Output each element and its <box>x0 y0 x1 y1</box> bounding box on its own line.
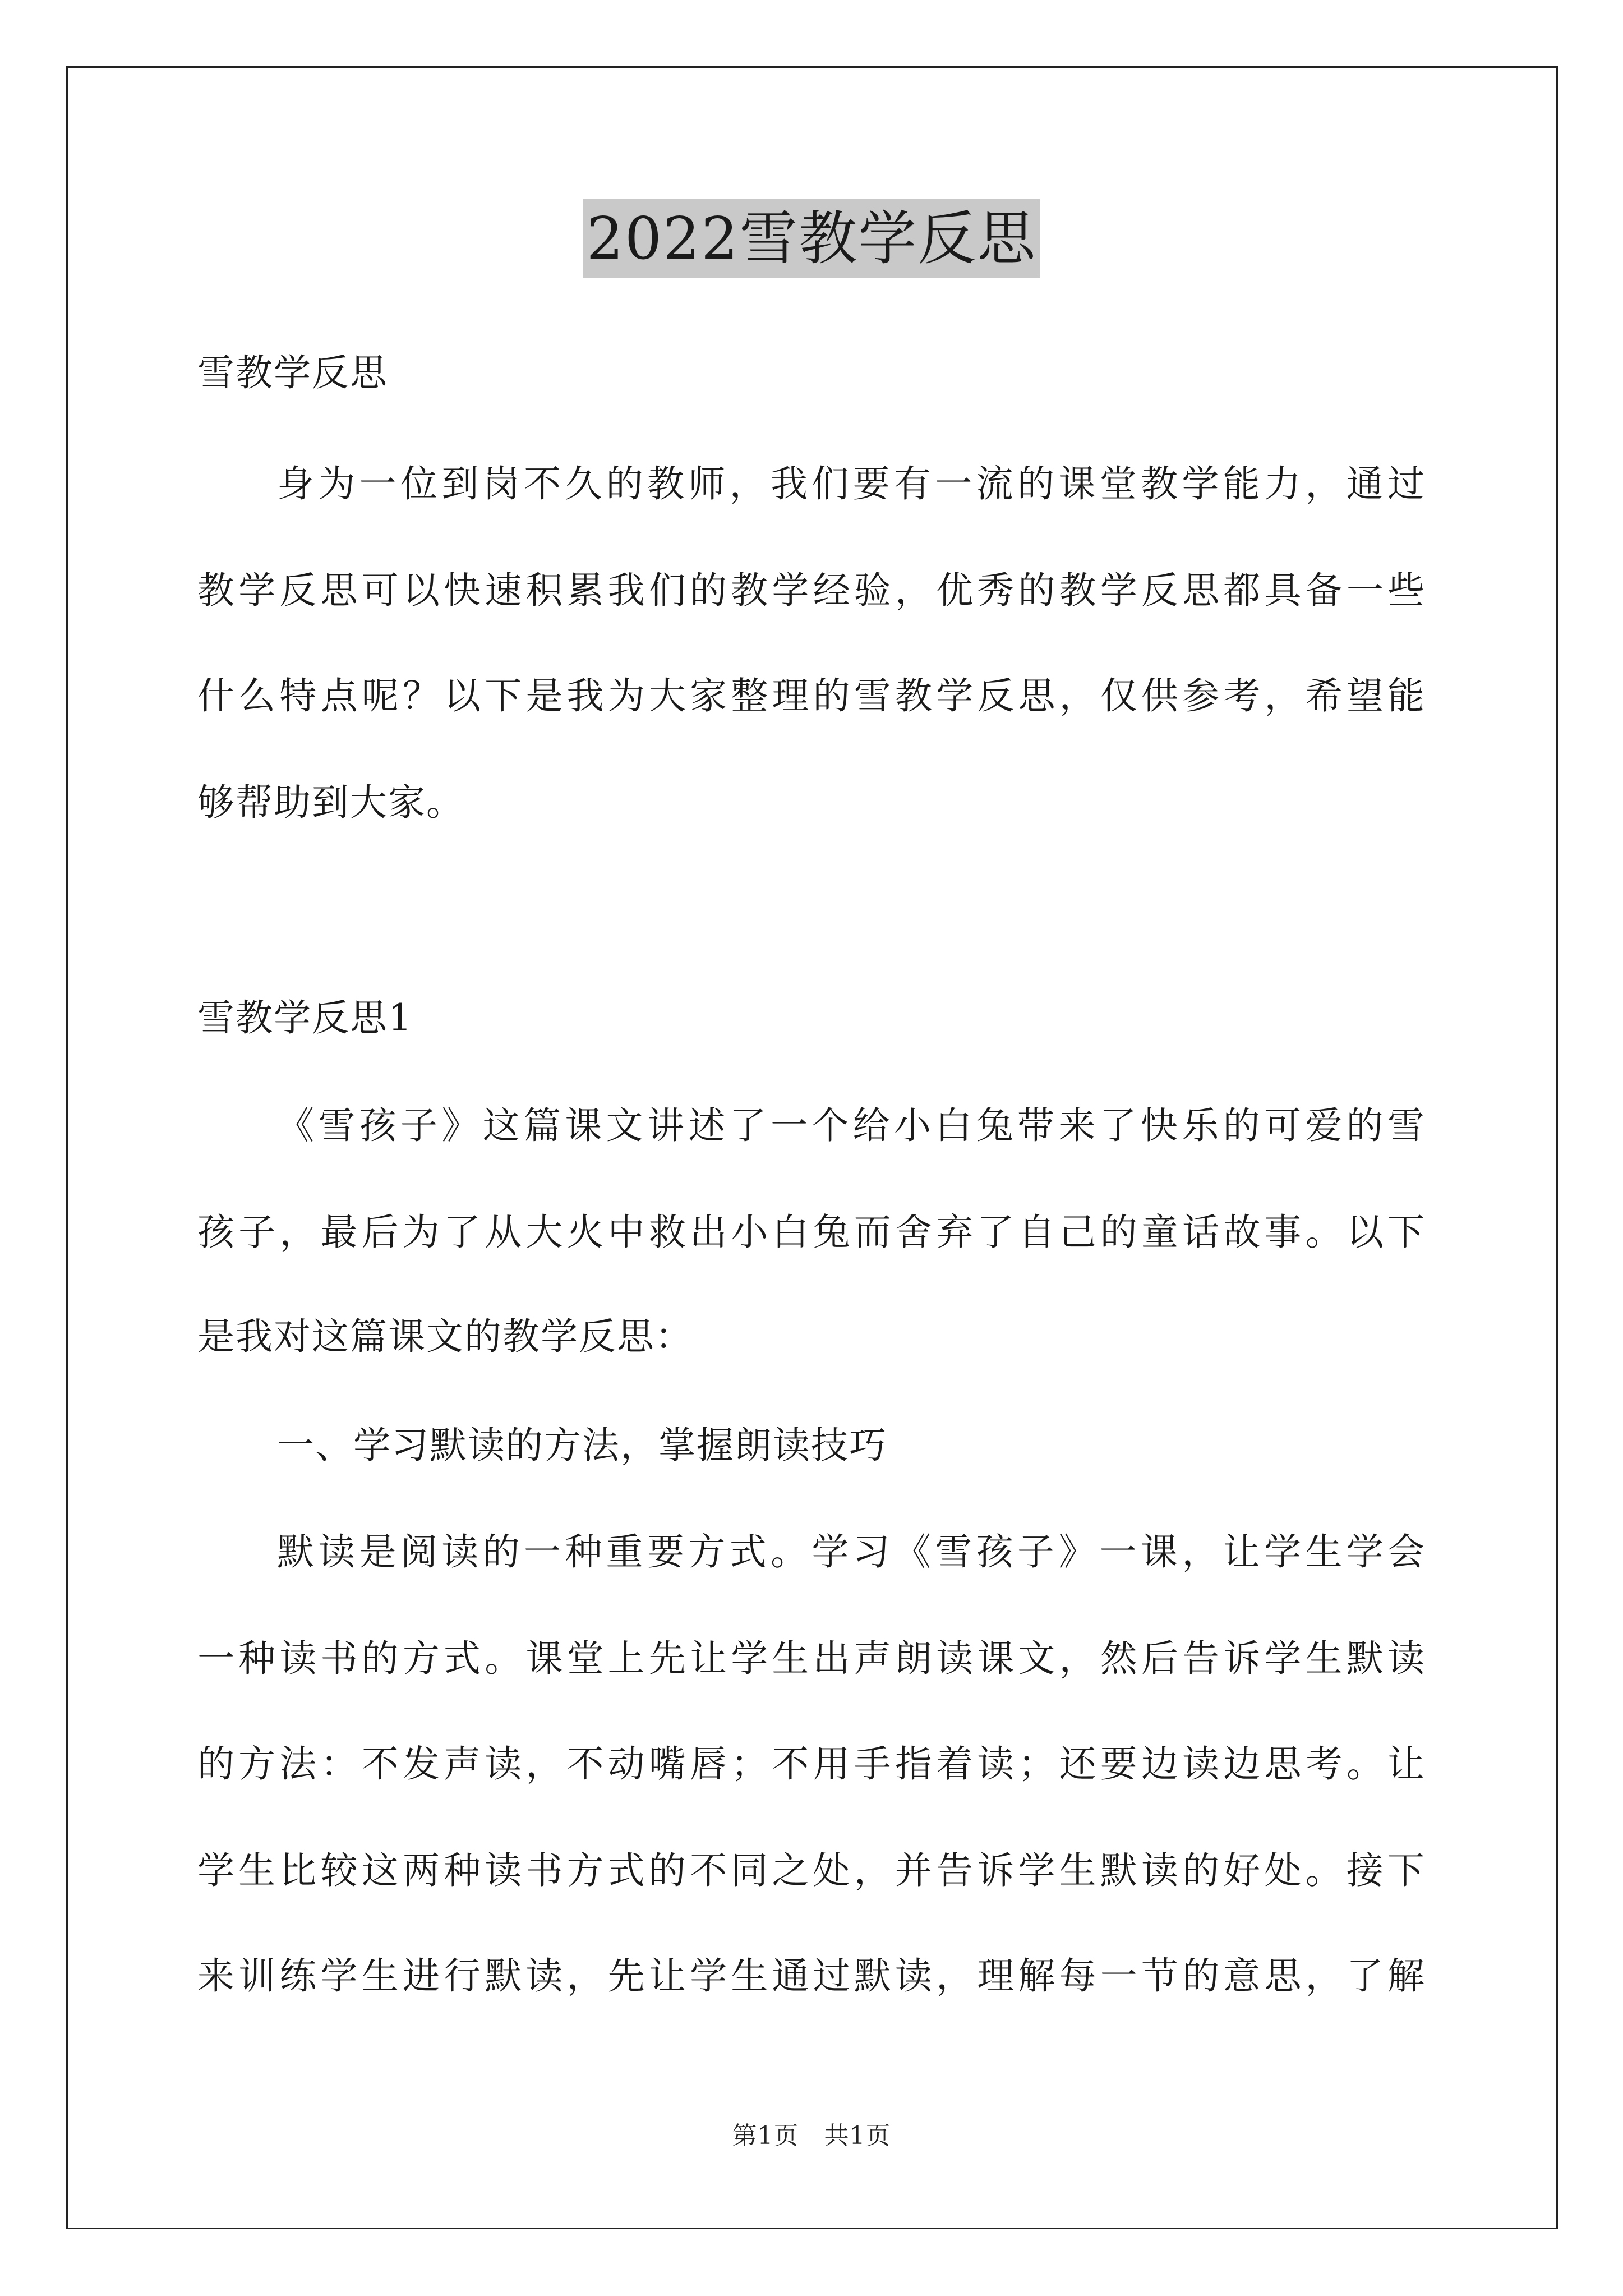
page-footer: 第1页 共1页 <box>732 2122 891 2150</box>
section1-line-2: 孩子，最后为了从大火中救出小白兔而舍弃了自己的童话故事。以下 <box>197 1211 1426 1254</box>
intro-line-3: 什么特点呢？以下是我为大家整理的雪教学反思，仅供参考，希望能 <box>197 674 1426 717</box>
document-heading: 雪教学反思 <box>197 351 388 394</box>
body-line-4: 学生比较这两种读书方式的不同之处，并告诉学生默读的好处。接下 <box>197 1849 1426 1892</box>
section1-line-1: 《雪孩子》这篇课文讲述了一个给小白兔带来了快乐的可爱的雪 <box>277 1104 1426 1147</box>
title-container <box>0 199 1623 278</box>
body-line-1: 默读是阅读的一种重要方式。学习《雪孩子》一课，让学生学会 <box>277 1530 1426 1573</box>
document-title: 2022雪教学反思 <box>583 199 1040 278</box>
body-line-3: 的方法：不发声读，不动嘴唇；不用手指着读；还要边读边思考。让 <box>197 1742 1426 1786</box>
intro-line-4: 够帮助到大家。 <box>197 781 464 824</box>
section-heading-1: 雪教学反思1 <box>197 996 413 1039</box>
body-line-2: 一种读书的方式。课堂上先让学生出声朗读课文，然后告诉学生默读 <box>197 1637 1426 1680</box>
subheading-1: 一、学习默读的方法，掌握朗读技巧 <box>277 1424 887 1467</box>
intro-line-2: 教学反思可以快速积累我们的教学经验，优秀的教学反思都具备一些 <box>197 569 1426 612</box>
section1-line-3: 是我对这篇课文的教学反思： <box>197 1315 693 1358</box>
intro-line-1: 身为一位到岗不久的教师，我们要有一流的课堂教学能力，通过 <box>277 462 1426 505</box>
body-line-5: 来训练学生进行默读，先让学生通过默读，理解每一节的意思，了解 <box>197 1954 1426 1998</box>
